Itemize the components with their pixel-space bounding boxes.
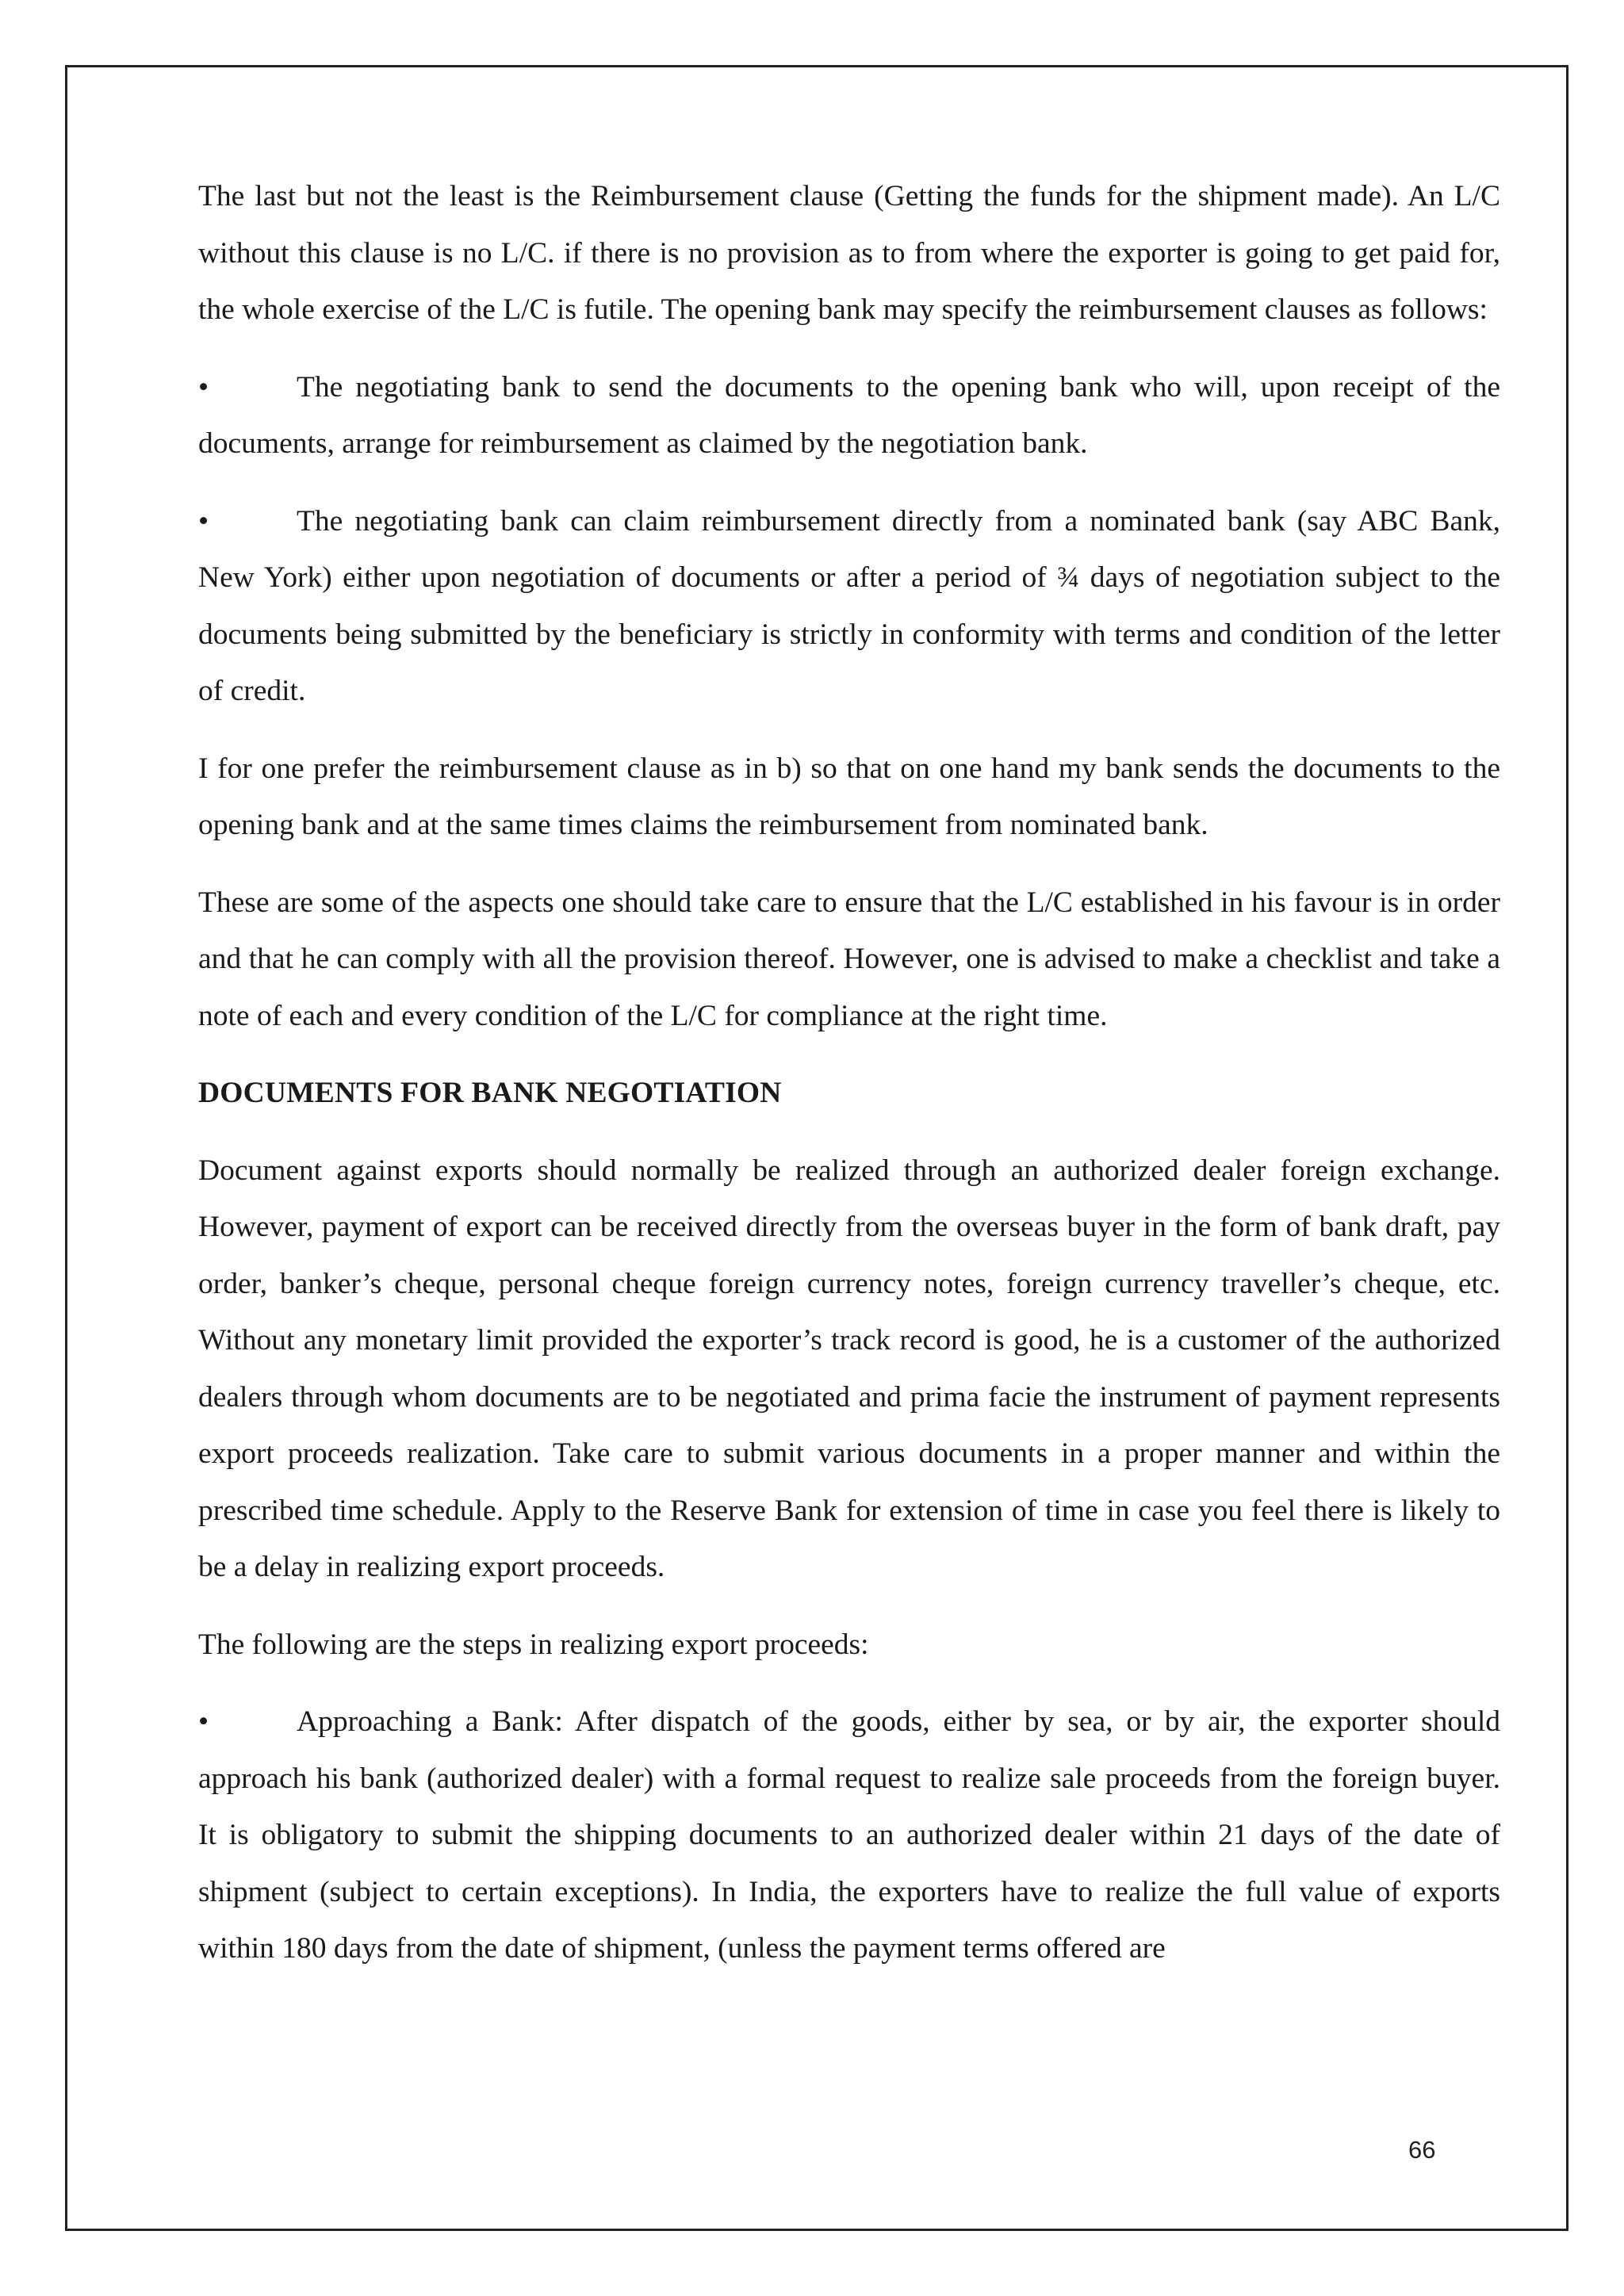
page-number: 66 bbox=[1408, 2136, 1436, 2164]
bullet-text: The negotiating bank can claim reimbursement directly from a nominated bank (say ABC Bank, New York) either upon negotiation of documents or after a period of ¾ days of negotiation subject to the documents being submitted by the beneficiary is strictly in conformity with terms and condition of the letter of credit. bbox=[198, 504, 1500, 707]
document-body bbox=[198, 168, 1500, 1998]
bullet-icon: • bbox=[198, 370, 209, 404]
documents-paragraph: Document against exports should normally be realized through an authorized dealer foreign exchange. However, payment of export can be received directly from the overseas buyer in the form of bank draft, pay order, banker’s cheque, personal cheque foreign currency notes, foreign currency traveller’s cheque, etc. Without any monetary limit provided the exporter’s track record is good, he is a customer of the authorized dealers through whom documents are to be negotiated and prima facie the instrument of payment represents export proceeds realization. Take care to submit various documents in a proper manner and within the prescribed time schedule. Apply to the Reserve Bank for extension of time in case you feel there is likely to be a delay in realizing export proceeds. bbox=[198, 1154, 1500, 1583]
preference-paragraph: I for one prefer the reimbursement clause as in b) so that on one hand my bank sends the documents to the opening bank and at the same times claims the reimbursement from nominated bank. bbox=[198, 752, 1500, 841]
bullet-item-negotiating-bank-send bbox=[198, 359, 1500, 473]
bullet-item-approaching-bank bbox=[198, 1693, 1500, 1977]
section-heading: DOCUMENTS FOR BANK NEGOTIATION bbox=[198, 1077, 782, 1109]
bullet-text: Approaching a Bank: After dispatch of the goods, either by sea, or by air, the exporter should approach his bank (authorized dealer) with a formal request to realize sale proceeds from the foreign buyer. It is obligatory to submit the shipping documents to an authorized dealer within 21 days of the date of shipment (subject to certain exceptions). In India, the exporters have to realize the full value of exports within 180 days from the date of shipment, (unless the payment terms offered are bbox=[198, 1705, 1500, 1965]
bullet-text: The negotiating bank to send the documents to the opening bank who will, upon receipt of the documents, arrange for reimbursement as claimed by the negotiation bank. bbox=[198, 370, 1500, 460]
bullet-item-negotiating-bank-claim bbox=[198, 493, 1500, 720]
steps-intro-paragraph: The following are the steps in realizing export proceeds: bbox=[198, 1628, 869, 1661]
bullet-icon: • bbox=[198, 504, 209, 538]
aspects-paragraph: These are some of the aspects one should take care to ensure that the L/C established in his favour is in order and that he can comply with all the provision thereof. However, one is advised to make a checklist and take a note of each and every condition of the L/C for compliance at the right time. bbox=[198, 886, 1500, 1032]
bullet-icon: • bbox=[198, 1705, 209, 1738]
reimbursement-intro-paragraph: The last but not the least is the Reimbursement clause (Getting the funds for the shipment made). An L/C without this clause is no L/C. if there is no provision as to from where the exporter is going to get paid for, the whole exercise of the L/C is futile. The opening bank may specify the reimbursement clauses as follows: bbox=[198, 180, 1500, 326]
